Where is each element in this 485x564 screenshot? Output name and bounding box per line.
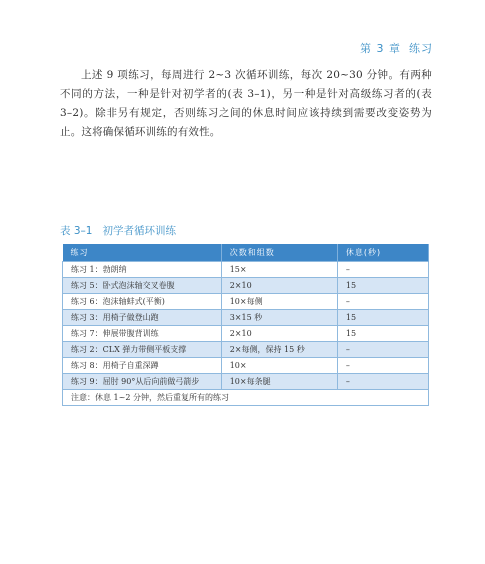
table-row [63, 358, 429, 374]
reps-cell: 10×每条腿 [221, 374, 337, 390]
table-caption [60, 223, 176, 238]
table-row [63, 310, 429, 326]
table-row [63, 326, 429, 342]
table-row [63, 342, 429, 358]
reps-cell: 10×每侧 [221, 294, 337, 310]
reps-cell: 10× [221, 358, 337, 374]
exercise-cell: 练习 8：用椅子自重深蹲 [63, 358, 222, 374]
column-header-rest: 休息(秒) [337, 244, 428, 262]
rest-cell: – [337, 358, 428, 374]
column-header-exercise: 练习 [63, 244, 222, 262]
chapter-title: 练习 [409, 42, 433, 55]
exercise-cell: 练习 1：勃朗纳 [63, 262, 222, 278]
table-row [63, 278, 429, 294]
column-header-reps-sets: 次数和组数 [221, 244, 337, 262]
chapter-number: 第 3 章 [360, 42, 401, 55]
rest-cell: 15 [337, 326, 428, 342]
exercise-cell: 练习 5：卧式泡沫轴交叉卷腹 [63, 278, 222, 294]
reps-cell: 3×15 秒 [221, 310, 337, 326]
intro-paragraph: 上述 9 项练习，每周进行 2~3 次循环训练，每次 20~30 分钟。有两种不同的方法，一种是针对初学者的(表 3–1)，另一种是针对高级练习者的(表 3–2)。除非另有规定，否则练习之间的休息时间应该持续到需要改变姿势为止。这将确保循环训练的有效性。 [60, 69, 432, 138]
table-row [63, 294, 429, 310]
reps-cell: 2×10 [221, 326, 337, 342]
chapter-header [352, 40, 433, 56]
table-row [63, 262, 429, 278]
rest-cell: 15 [337, 278, 428, 294]
rest-cell: 15 [337, 310, 428, 326]
exercise-cell: 练习 7：伸展带腹背训练 [63, 326, 222, 342]
exercise-cell: 练习 2：CLX 弹力带侧平板支撑 [63, 342, 222, 358]
table-caption-number: 表 3–1 [60, 225, 93, 237]
exercise-cell: 练习 9：屈肘 90°从后向前做弓箭步 [63, 374, 222, 390]
table-header-row [63, 244, 429, 262]
table-row [63, 374, 429, 390]
reps-cell: 2×10 [221, 278, 337, 294]
table-caption-title: 初学者循环训练 [102, 225, 176, 237]
beginner-circuit-table [62, 244, 429, 406]
rest-cell: – [337, 374, 428, 390]
table-note: 注意：休息 1~2 分钟，然后重复所有的练习 [63, 390, 429, 406]
rest-cell: – [337, 262, 428, 278]
exercise-cell: 练习 6：泡沫轴蚌式(平衡) [63, 294, 222, 310]
table-note-row [63, 390, 429, 406]
rest-cell: – [337, 294, 428, 310]
exercise-cell: 练习 3：用椅子做登山跑 [63, 310, 222, 326]
rest-cell: – [337, 342, 428, 358]
reps-cell: 15× [221, 262, 337, 278]
reps-cell: 2×每侧，保持 15 秒 [221, 342, 337, 358]
